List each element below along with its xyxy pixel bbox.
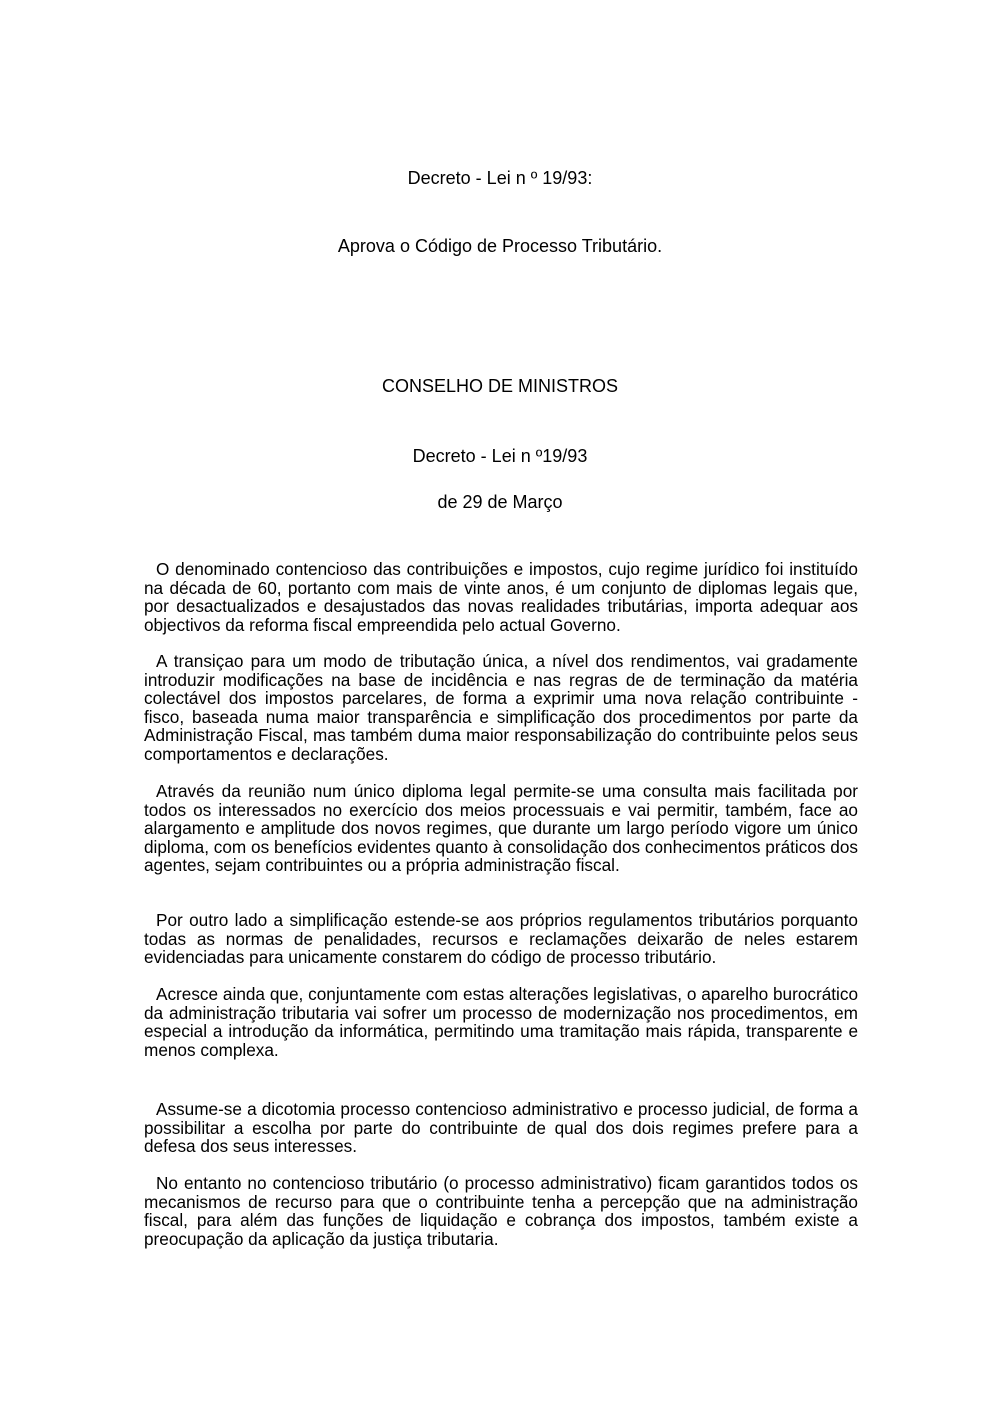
council-heading: CONSELHO DE MINISTROS (381, 376, 619, 396)
paragraph-7-block (144, 1174, 858, 1248)
paragraph: No entanto no contencioso tributário (o processo administrativo) ficam garantidos todos os mecanismos de recurso para que o contribuinte tenha a percepção que na administração fiscal, para além das funções de liquidação e cobrança dos impostos, também existe a preocupação da aplicação da justiça tributaria. (144, 1173, 858, 1249)
decree-subtitle: Aprova o Código de Processo Tributário. (337, 236, 663, 256)
paragraph: Por outro lado a simplificação estende-se aos próprios regulamentos tributários porquanto todas as normas de penalidades, recursos e reclamações deixarão de neles estarem evidenciadas para unicamente constarem do código de processo tributário. (144, 910, 858, 968)
paragraph: Acresce ainda que, conjuntamente com estas alterações legislativas, o aparelho burocrático da administração tributaria vai sofrer um processo de modernização nos procedimentos, em especial a introdução da informática, permitindo uma tramitação mais rápida, transparente e menos complexa. (144, 984, 858, 1060)
decree-number: Decreto - Lei n º19/93 (412, 446, 588, 466)
paragraph-3-block (144, 782, 858, 875)
paragraph-1-block (144, 560, 858, 634)
paragraph-5-block (144, 985, 858, 1059)
paragraph-4-block (144, 911, 858, 967)
paragraph: Assume-se a dicotomia processo contencioso administrativo e processo judicial, de forma a possibilitar a escolha por parte do contribuinte de qual dos dois regimes prefere para a defesa dos seus interesses. (144, 1099, 858, 1157)
paragraph-2-block (144, 652, 858, 764)
decree-date: de 29 de Março (437, 492, 563, 512)
paragraph: O denominado contencioso das contribuições e impostos, cujo regime jurídico foi instituído na década de 60, portanto com mais de vinte anos, é um conjunto de diplomas legais que, por desactualizados e desajustados das novas realidades tributárias, importa adequar aos objectivos da reforma fiscal empreendida pelo actual Governo. (144, 559, 858, 635)
paragraph: Através da reunião num único diploma legal permite-se uma consulta mais facilitada por todos os interessados no exercício dos meios processuais e vai permitir, também, face ao alargamento e amplitude dos novos regimes, que durante um largo período vigore um único diploma, com os benefícios evidentes quanto à consolidação dos conhecimentos práticos dos agentes, sejam contribuintes ou a própria administração fiscal. (144, 781, 858, 876)
decree-title: Decreto - Lei n º 19/93: (407, 168, 593, 188)
paragraph: A transiçao para um modo de tributação única, a nível dos rendimentos, vai gradamente introduzir modificações na base de incidência e nas regras de de terminação da matéria colectável dos impostos parcelares, de forma a exprimir uma nova relação contribuinte - fisco, baseada numa maior transparência e simplificação dos procedimentos por parte da Administração Fiscal, mas também duma maior responsabilização do contribuinte pelos seus comportamentos e declarações. (144, 651, 858, 764)
paragraph-6-block (144, 1100, 858, 1156)
